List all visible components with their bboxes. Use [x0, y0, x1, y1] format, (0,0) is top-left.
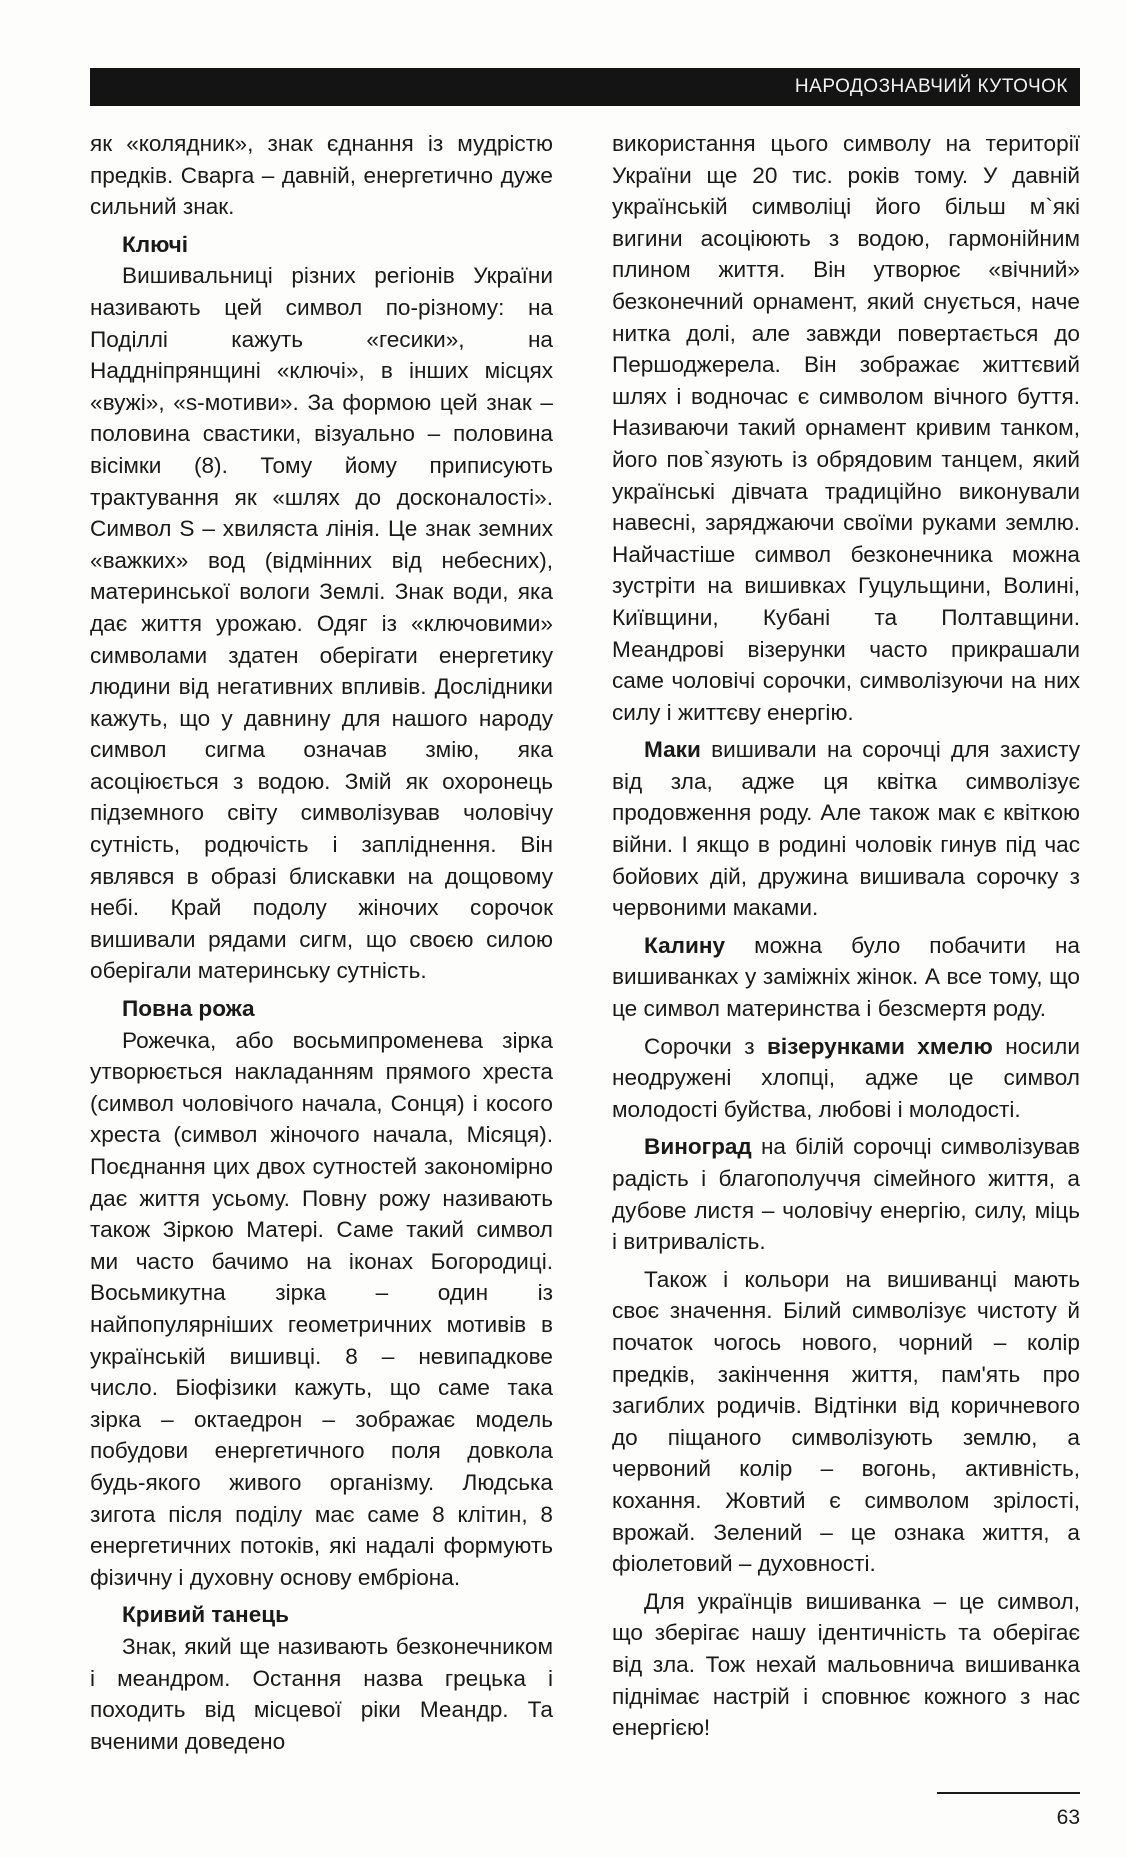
keyword: візерунками хмелю	[767, 1033, 993, 1059]
paragraph-text: можна було побачити на вишиванках у заміжніх жінок. А все тому, що це символ материнства і безсмертя роду.	[612, 932, 1080, 1022]
paragraph-colors: Також і кольори на вишиванці мають своє значення. Білий символізує чистоту й початок чогось нового, чорний – колір предків, закінчення життя, пам'ять про загиблих родичів. Відтінки від коричневого до піщаного символізують землю, а червоний колір – вогонь, активність, кохання. Жовтий є символом зрілості, врожай. Зелений – це ознака життя, а фіолетовий – духовності.	[612, 1266, 1080, 1577]
paragraph: як «колядник», знак єднання із мудрістю предків. Сварга – давній, енергетично дуже сильний знак.	[90, 131, 553, 220]
section-title: НАРОДОЗНАВЧИЙ КУТОЧОК	[794, 76, 1068, 97]
paragraph-text: вишивали на сорочці для захисту від зла, адже ця квітка символізує продовження роду. Але також мак є квіткою війни. І якщо в родині чоловік гинув під час бойових дій, дружина вишивала сорочку з червоними маками.	[612, 737, 1080, 921]
heading-full-rose: Повна рожа	[122, 996, 255, 1022]
keyword: Виноград	[644, 1134, 752, 1160]
section-header-bar	[90, 68, 1080, 106]
paragraph: Знак, який ще називають безконечником і меандром. Остання назва грецька і походить від місцевої ріки Меандр. Та вченими доведено	[90, 1633, 553, 1754]
paragraph-poppies	[612, 734, 1080, 924]
paragraph-text: на білій сорочці символізував радість і благополуччя сімейного життя, а дубове листя – чоловічу енергію, силу, міць і витривалість.	[612, 1134, 1080, 1255]
left-column	[90, 128, 553, 1763]
paragraph-viburnum	[612, 930, 1080, 1025]
heading-crooked-dance: Кривий танець	[122, 1602, 290, 1628]
paragraph-hops	[612, 1031, 1080, 1126]
paragraph: Вишивальниці різних регіонів України називають цей символ по-різному: на Поділлі кажуть «гесики», на Наддніпрянщині «ключі», в інших місцях «вужі», «s-мотиви». За формою цей знак – половина свастики, візуально – половина вісімки (8). Тому йому приписують трактування як «шлях до досконалості». Символ S – хвиляста лінія. Це знак земних «важких» вод (відмінних від небесних), материнської вологи Землі. Знак води, яка дає життя урожаю. Одяг із «ключовими» символами здатен оберігати енергетику людини від негативних впливів. Дослідники кажуть, що у давнину для нашого народу символ сигма означав змію, яка асоціюється з водою. Змій як охоронець підземного світу символізував чоловічу сутність, родючість і запліднення. Він являвся в образі блискавки на дощовому небі. Край подолу жіночих сорочок вишивали рядами сигм, що своєю силою оберігали материнську сутність.	[90, 263, 553, 984]
keyword: Маки	[644, 737, 701, 763]
paragraph-text: Сорочки з	[644, 1033, 768, 1059]
paragraph-text: носили неодружені хлопці, адже це символ молодості буйства, любові і молодості.	[612, 1033, 1080, 1122]
page-number: 63	[1056, 1806, 1080, 1829]
footer-rule	[937, 1792, 1080, 1794]
keyword: Калину	[644, 932, 726, 958]
heading-keys: Ключі	[122, 231, 188, 257]
right-column	[612, 128, 1080, 1750]
paragraph-conclusion: Для українців вишиванка – це символ, що зберігає нашу ідентичність та оберігає від зла. Тож нехай мальовнича вишиванка піднімає настрій і сповнює кожного з нас енергією!	[612, 1588, 1080, 1741]
paragraph-grapes	[612, 1131, 1080, 1257]
paragraph: Рожечка, або восьмипроменева зірка утворюється накладанням прямого хреста (символ чоловічого начала, Сонця) і косого хреста (символ жіночого начала, Місяця). Поєднання цих двох сутностей закономірно дає життя усьому. Повну рожу називають також Зіркою Матері. Саме такий символ ми часто бачимо на іконах Богородиці. Восьмикутна зірка – один із найпопулярніших геометричних мотивів в українській вишивці. 8 – невипадкове число. Біофізики кажуть, що саме така зірка – октаедрон – зображає модель побудови енергетичного поля довкола будь-якого живого організму. Людська зигота після поділу має саме 8 клітин, 8 енергетичних потоків, які надалі формують фізичну і духовну основу ембріона.	[90, 1027, 553, 1590]
paragraph: використання цього символу на території України ще 20 тис. років тому. У давній українській символіці його більш м`які вигини асоціюють з водою, гармонійним плином життя. Він утворює «вічний» безконечний орнамент, який снується, наче нитка долі, але завжди повертається до Першоджерела. Він зображає життєвий шлях і водночас є символом вічного буття. Називаючи такий орнамент кривим танком, його пов`язують із обрядовим танцем, який українські дівчата традиційно виконували навесні, заряджаючи своїми руками землю. Найчастіше символ безконечника можна зустріти на вишивках Гуцульщини, Волині, Київщини, Кубані та Полтавщини. Меандрові візерунки часто прикрашали саме чоловічі сорочки, символізуючи на них силу і життєву енергію.	[612, 131, 1080, 725]
